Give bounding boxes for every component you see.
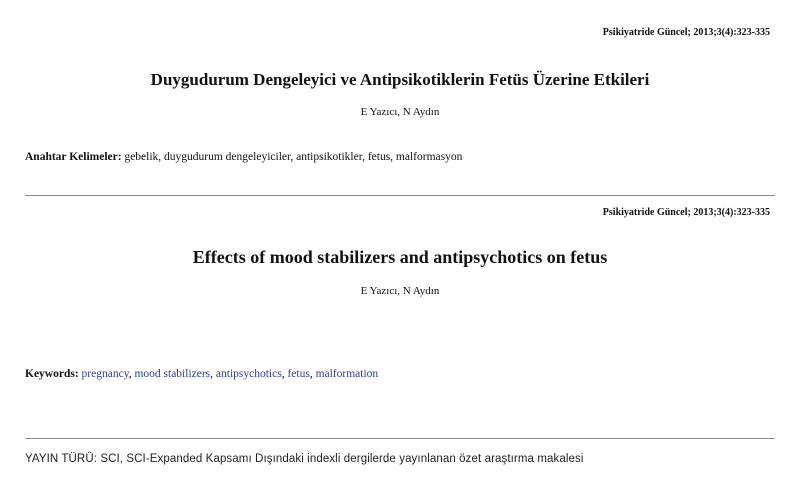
keyword-link[interactable]: antipsychotics	[215, 368, 282, 380]
authors-tr: E Yazıcı, N Aydın	[360, 106, 440, 118]
keywords-label-en: Keywords:	[25, 368, 79, 380]
footer-divider	[25, 438, 775, 439]
section-divider	[25, 195, 775, 196]
keywords-text-tr: gebelik, duygudurum dengeleyiciler, antipsikotikler, fetus, malformasyon	[124, 151, 463, 163]
authors-en: E Yazıcı, N Aydın	[360, 285, 440, 297]
keyword-link[interactable]: fetus	[287, 368, 310, 380]
title-en: Effects of mood stabilizers and antipsychotics on fetus	[192, 247, 608, 267]
keyword-link[interactable]: mood stabilizers	[134, 368, 211, 380]
keyword-link[interactable]: pregnancy	[81, 368, 129, 380]
title-tr: Duygudurum Dengeleyici ve Antipsikotiklerin Fetüs Üzerine Etkileri	[150, 70, 650, 89]
citation-tr: Psikiyatride Güncel; 2013;3(4):323-335	[602, 27, 770, 38]
keyword-link[interactable]: malformation	[315, 368, 379, 380]
keywords-label-tr: Anahtar Kelimeler:	[25, 151, 122, 163]
keywords-tr	[25, 151, 462, 163]
keywords-en	[25, 368, 378, 380]
keywords-list-en: pregnancy, mood stabilizers, antipsychotics, fetus, malformation	[81, 368, 379, 380]
citation-en: Psikiyatride Güncel; 2013;3(4):323-335	[602, 207, 770, 218]
publication-type: YAYIN TÜRÜ: SCI, SCI-Expanded Kapsamı Dışındaki indexli dergilerde yayınlanan özet araştırma makalesi	[25, 453, 584, 465]
